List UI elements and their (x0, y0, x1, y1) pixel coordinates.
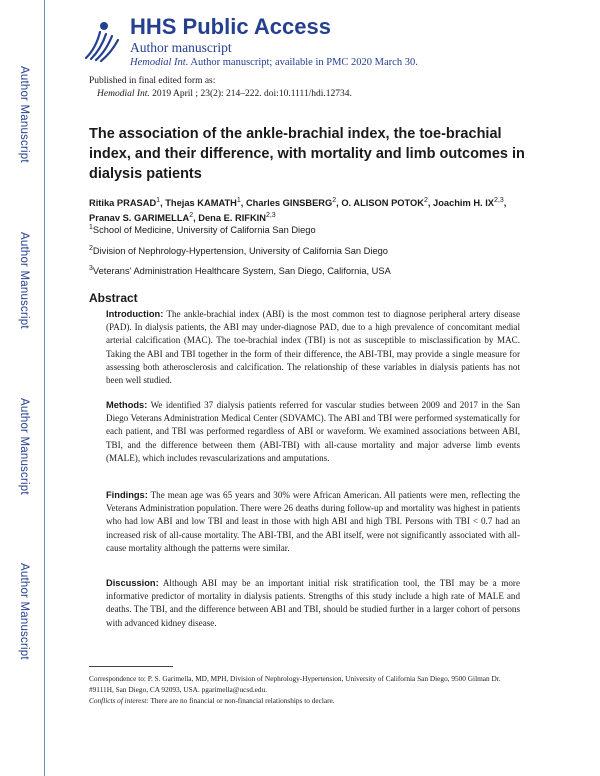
author-manuscript-subtitle: Author manuscript (130, 40, 232, 55)
author: Charles GINSBERG (245, 198, 333, 208)
affiliation-3 (89, 266, 391, 276)
section-text: We identified 37 dialysis patients referred for vascular studies between 2009 and 2017 in the San Diego Veterans Administration Medical Center (SDVAMC). The ABI and TBI were performed systematically for each patient, and TBI was performed regardless of ABI or waveform. We examined associations between ABI, TBI, and the difference between them (ABI-TBI) with all-cause mortality and major adverse limb events (MALE), which includes revascularizations and amputations. (106, 400, 520, 463)
abstract-methods (106, 399, 520, 465)
author: O. ALISON POTOK (341, 198, 424, 208)
availability-line (130, 57, 418, 68)
side-label-author-manuscript-2: Author Manuscript (18, 232, 30, 329)
author-affiliation-mark: 1 (236, 196, 241, 204)
affiliation-1 (89, 225, 316, 235)
affiliation-mark: 2 (89, 244, 93, 252)
author-affiliation-mark: 2,3 (265, 211, 276, 219)
conflicts-text: There are no financial or non-financial relationships to declare. (150, 696, 335, 705)
citation-journal: Hemodial Int. (97, 89, 150, 99)
author-affiliation-mark: 1 (156, 196, 161, 204)
author-list: Ritika PRASAD$^1$, Thejas KAMATH$^1$, Charles GINSBERG$^2$, O. ALISON POTOK$^2$, Joachim H. IX$^{2,3}$, Pranav S. GARIMELLA$^2$, Dena E. RIFKIN$^{2,3}$ (89, 196, 507, 223)
section-text: The ankle-brachial index (ABI) is the most common test to diagnose peripheral artery disease (PAD). In dialysis patients, the ABI may under-diagnose PAD, due to a high prevalence of concomitant medial arterial calcification (MAC). The toe-brachial index (TBI) is not as susceptible to misclassification by MAC. Taking the ABI and TBI together in the form of their difference, the ABI-TBI, may provide a single measure for assessing both atherosclerosis and calcification. The relationship of these variables in dialysis patients has not been well studied. (106, 309, 521, 386)
margin-rule (44, 0, 45, 776)
author: Dena E. RIFKIN (198, 213, 266, 223)
author: Ritika PRASAD (89, 198, 157, 208)
section-label: Introduction: (106, 309, 164, 319)
correspondence-footnote: Correspondence to: P. S. Garimella, MD, MPH, Division of Nephrology-Hypertension, University of California San Diego, 9500 Gilman Dr. #9111H, San Diego, CA 92093, USA. pgarimella@ucsd.edu. (89, 674, 501, 694)
publication-info (89, 75, 352, 101)
conflicts-footnote (89, 696, 519, 707)
abstract-introduction (106, 308, 520, 387)
hhs-public-access-title: HHS Public Access (130, 14, 331, 39)
section-label: Methods: (106, 400, 148, 410)
side-label-author-manuscript-3: Author Manuscript (18, 398, 30, 495)
section-label: Discussion: (106, 578, 159, 588)
footnote-divider (89, 666, 173, 667)
citation (89, 88, 352, 101)
author-affiliation-mark: 2 (332, 196, 337, 204)
affiliation-text: Division of Nephrology-Hypertension, University of California San Diego (92, 246, 388, 256)
author-affiliation-mark: 2 (189, 211, 194, 219)
published-label: Published in final edited form as: (89, 76, 216, 86)
author-affiliation-mark: 2 (423, 196, 428, 204)
affiliation-mark: 3 (89, 264, 93, 272)
abstract-heading: Abstract (89, 291, 138, 305)
author-affiliation-mark: 2,3 (494, 196, 504, 204)
section-label: Findings: (106, 490, 148, 500)
abstract-discussion (106, 577, 520, 630)
section-text: Although ABI may be an important initial risk stratification tool, the TBI may be a more informative predictor of mortality in dialysis patients. Strengths of this study include a high rate of MALE and deaths. The TBI, and the difference between ABI and TBI, should be studied further in a larger cohort of persons with advanced kidney disease. (106, 578, 520, 628)
article-title: The association of the ankle-brachial index, the toe-brachial index, and their difference, with mortality and limb outcomes in dialysis patients (89, 126, 525, 182)
affiliation-2 (89, 246, 388, 256)
section-text: The mean age was 65 years and 30% were African American. All patients were men, reflecting the Veterans Administration population. There were 26 deaths during follow-up and mortality was highest in patients who had low ABI and low TBI and least in those with high ABI and high TBI. Persons with TBI < 0.7 had an increased risk of all-cause mortality. The ABI-TBI, and the ABI itself, were not significantly associated with all-cause mortality although the patterns were similar. (106, 490, 521, 553)
availability-text: Author manuscript; available in PMC 2020 March 30. (190, 57, 418, 68)
affiliation-mark: 1 (89, 223, 93, 231)
side-label-author-manuscript-4: Author Manuscript (18, 563, 30, 660)
author: Pranav S. GARIMELLA (89, 213, 190, 223)
conflicts-label: Conflicts of interest: (89, 696, 149, 705)
author: Thejas KAMATH (165, 198, 237, 208)
affiliation-text: Veterans' Administration Healthcare System, San Diego, California, USA (92, 266, 391, 276)
citation-details: 2019 April ; 23(2): 214–222. doi:10.1111/hdi.12734. (152, 89, 352, 99)
hhs-eagle-icon (82, 18, 122, 66)
abstract-findings (106, 489, 520, 555)
affiliation-text: School of Medicine, University of California San Diego (92, 225, 316, 235)
journal-name: Hemodial Int. (130, 57, 189, 68)
side-label-author-manuscript-1: Author Manuscript (18, 66, 30, 163)
author: Joachim H. IX (433, 198, 495, 208)
